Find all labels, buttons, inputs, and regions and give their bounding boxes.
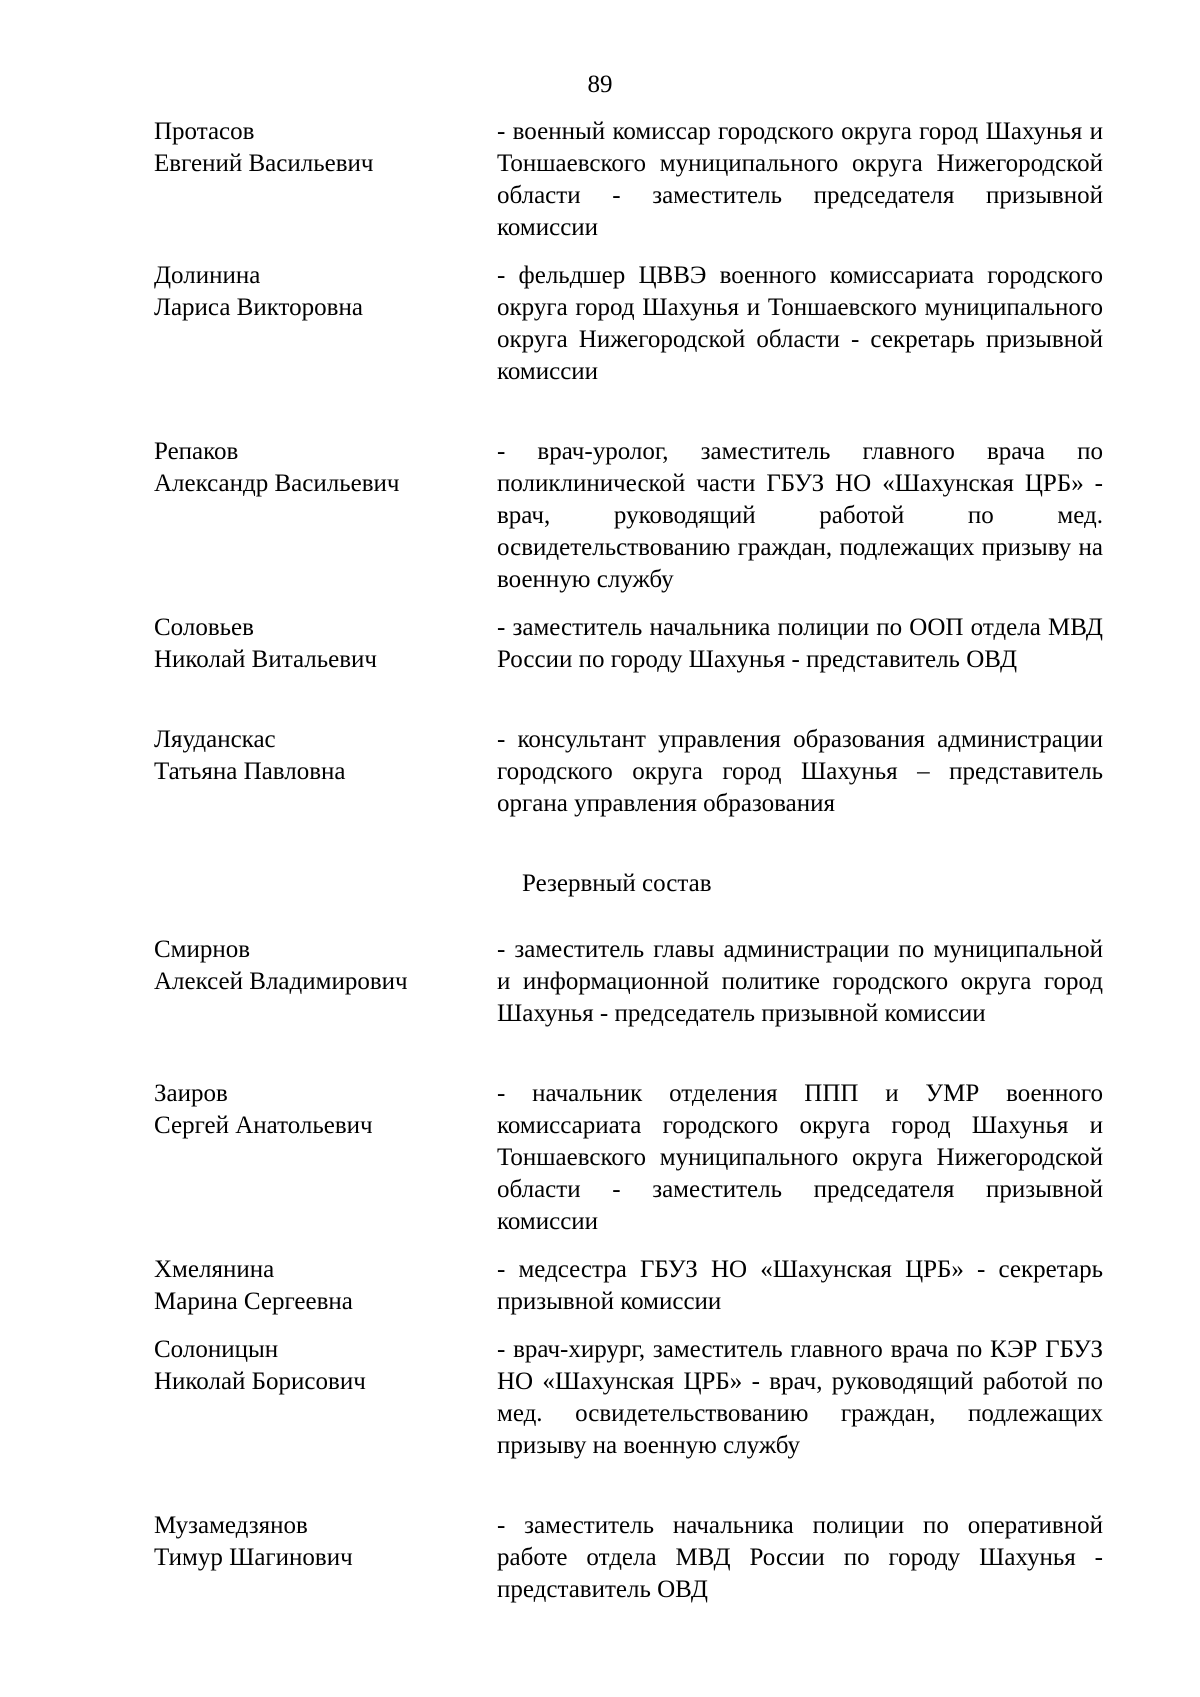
member-name xyxy=(154,612,474,676)
member-given-name: Тимур Шагинович xyxy=(154,1544,353,1571)
member-surname: Соловьев xyxy=(154,614,254,641)
member-name xyxy=(154,116,474,180)
member-name xyxy=(154,1078,474,1142)
member-name xyxy=(154,1510,474,1574)
member-role: - врач-хирург, заместитель главного врача по КЭР ГБУЗ НО «Шахунская ЦРБ» - врач, руководящий работой по мед. освидетельствованию граждан, подлежащих призыву на военную службу xyxy=(497,1336,1103,1459)
member-role: - начальник отделения ППП и УМР военного комиссариата городского округа город Шахунья и Тоншаевского муниципального округа Нижегородской области - заместитель председателя призывной комиссии xyxy=(497,1080,1103,1235)
member-given-name: Татьяна Павловна xyxy=(154,758,346,785)
member-surname: Ляуданскас xyxy=(154,726,276,753)
member-name xyxy=(154,1334,474,1398)
member-role: - заместитель главы администрации по муниципальной и информационной политике городского округа город Шахунья - председатель призывной комиссии xyxy=(497,936,1103,1027)
member-surname: Солоницын xyxy=(154,1336,279,1363)
member-name xyxy=(154,724,474,788)
member-role: - заместитель начальника полиции по ООП отдела МВД России по городу Шахунья - представитель ОВД xyxy=(497,614,1103,673)
member-given-name: Лариса Викторовна xyxy=(154,294,363,321)
member-given-name: Сергей Анатольевич xyxy=(154,1112,373,1139)
member-surname: Музамедзянов xyxy=(154,1512,308,1539)
member-role: - медсестра ГБУЗ НО «Шахунская ЦРБ» - секретарь призывной комиссии xyxy=(497,1256,1103,1315)
member-name xyxy=(154,1254,474,1318)
member-surname: Смирнов xyxy=(154,936,251,963)
member-surname: Заиров xyxy=(154,1080,228,1107)
member-name xyxy=(154,260,474,324)
member-role: - консультант управления образования администрации городского округа город Шахунья – представитель органа управления образования xyxy=(497,726,1103,817)
member-name xyxy=(154,436,474,500)
member-given-name: Алексей Владимирович xyxy=(154,968,408,995)
section-heading-reserve: Резервный состав xyxy=(522,870,712,897)
page-number: 89 xyxy=(587,71,613,98)
member-name xyxy=(154,934,474,998)
member-given-name: Марина Сергеевна xyxy=(154,1288,353,1315)
member-surname: Долинина xyxy=(154,262,261,289)
member-given-name: Николай Борисович xyxy=(154,1368,366,1395)
member-given-name: Евгений Васильевич xyxy=(154,150,374,177)
member-role: - фельдшер ЦВВЭ военного комиссариата городского округа город Шахунья и Тоншаевского муниципального округа Нижегородской области - секретарь призывной комиссии xyxy=(497,262,1103,385)
member-surname: Хмелянина xyxy=(154,1256,275,1283)
member-surname: Протасов xyxy=(154,118,255,145)
member-role: - военный комиссар городского округа город Шахунья и Тоншаевского муниципального округа Нижегородской области - заместитель председателя призывной комиссии xyxy=(497,118,1103,241)
member-given-name: Николай Витальевич xyxy=(154,646,378,673)
member-role: - врач-уролог, заместитель главного врача по поликлинической части ГБУЗ НО «Шахунская ЦРБ» - врач, руководящий работой по мед. освидетельствованию граждан, подлежащих призыву на военную службу xyxy=(497,438,1103,593)
member-role: - заместитель начальника полиции по оперативной работе отдела МВД России по городу Шахунья - представитель ОВД xyxy=(497,1512,1103,1603)
member-given-name: Александр Васильевич xyxy=(154,470,400,497)
member-surname: Репаков xyxy=(154,438,239,465)
